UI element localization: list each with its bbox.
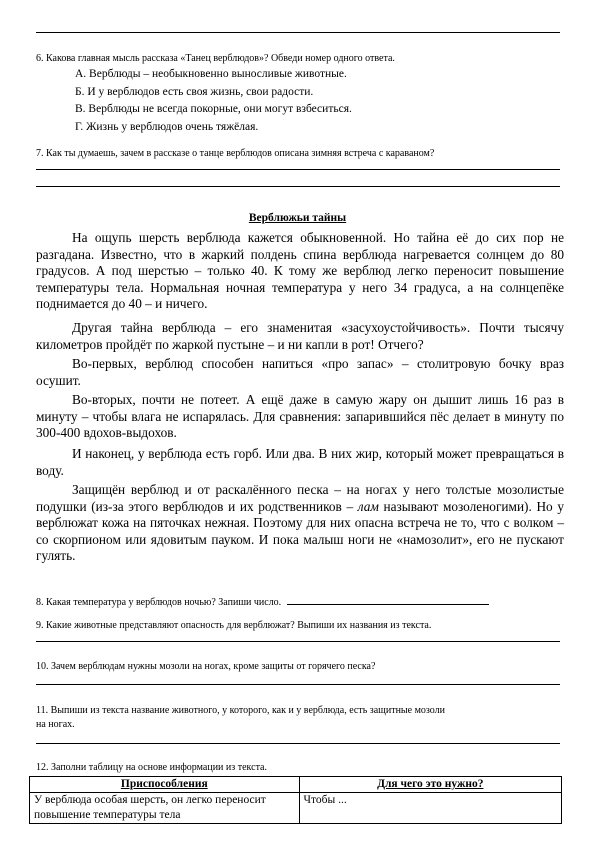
q6-option-c[interactable]: В. Верблюды не всегда покорные, они могут взбеситься. bbox=[75, 103, 352, 115]
adaptations-table bbox=[29, 776, 562, 824]
question-7: 7. Как ты думаешь, зачем в рассказе о танце верблюдов описана зимняя встреча с караваном? bbox=[36, 148, 435, 159]
q10-answer-line[interactable] bbox=[36, 684, 560, 685]
table-header-row bbox=[30, 777, 562, 793]
story-italic-word: лам bbox=[357, 498, 379, 514]
question-12: 12. Заполни таблицу на основе информации из текста. bbox=[36, 762, 267, 773]
question-8 bbox=[36, 594, 489, 609]
question-10: 10. Зачем верблюдам нужны мозоли на ногах, кроме защиты от горячего песка? bbox=[36, 661, 376, 672]
q8-answer-line[interactable] bbox=[287, 594, 489, 605]
table-cell-purpose[interactable]: Чтобы ... bbox=[299, 793, 561, 824]
q6-option-d[interactable]: Г. Жизнь у верблюдов очень тяжёлая. bbox=[75, 121, 259, 133]
q9-answer-line[interactable] bbox=[36, 641, 560, 642]
story-paragraph-6 bbox=[36, 482, 564, 565]
story-paragraph-3: Во-первых, верблюд способен напиться «про запас» – столитровую бочку враз осушит. bbox=[36, 356, 564, 388]
top-answer-line bbox=[36, 32, 560, 33]
question-11-line-2: на ногах. bbox=[36, 719, 75, 730]
story-paragraph-4: Во-вторых, почти не потеет. А ещё даже в самую жару он дышит лишь 16 раз в минуту – чтобы влага не испарялась. Для сравнения: запарившийся пёс делает в минуту по 300-400 вдохов-выдохов. bbox=[36, 392, 564, 441]
story-title: Верблюжьи тайны bbox=[248, 212, 347, 224]
table-header-purpose: Для чего это нужно? bbox=[299, 777, 561, 793]
table-header-adaptations: Приспособления bbox=[30, 777, 300, 793]
q7-answer-line-1[interactable] bbox=[36, 169, 560, 170]
story-paragraph-6-end: называют мозоленогими). Но у верблюжат кожа на пяточках нежная. Поэтому для них опасна встреча не то, что с волком – со скорпионом или ядовитым пауком. И пока малыш ноги не «намозолит», его не пускают гулять. bbox=[36, 498, 564, 564]
question-6: 6. Какова главная мысль рассказа «Танец верблюдов»? Обведи номер одного ответа. bbox=[36, 53, 395, 64]
q11-answer-line[interactable] bbox=[36, 743, 560, 744]
question-8-text: 8. Какая температура у верблюдов ночью? Запиши число. bbox=[36, 597, 282, 608]
story-paragraph-5: И наконец, у верблюда есть горб. Или два. В них жир, который может превращаться в воду. bbox=[36, 446, 564, 478]
question-9: 9. Какие животные представляют опасность для верблюжат? Выпиши их названия из текста. bbox=[36, 620, 432, 631]
question-11-line-1: 11. Выпиши из текста название животного, у которого, как и у верблюда, есть защитные мозоли bbox=[36, 705, 446, 716]
q7-answer-line-2[interactable] bbox=[36, 186, 560, 187]
table-cell-adaptation: У верблюда особая шерсть, он легко переносит повышение температуры тела bbox=[30, 793, 300, 824]
q6-option-a[interactable]: А. Верблюды – необыкновенно выносливые животные. bbox=[75, 68, 347, 80]
table-row bbox=[30, 793, 562, 824]
story-paragraph-2: Другая тайна верблюда – его знаменитая «засухоустойчивость». Почти тысячу километров пройдёт по жаркой пустыне – и ни капли в рот! Отчего? bbox=[36, 320, 564, 352]
story-paragraph-1: На ощупь шерсть верблюда кажется обыкновенной. Но тайна её до сих пор не разгадана. Известно, что в жаркий полдень спина верблюда нагревается солнцем до 80 градусов. А под шерстью – только 40. К тому же верблюд легко переносит повышение температуры тела. Нормальная ночная температура у него 34 градуса, а на солнцепёке поднимается до 40 – и ничего. bbox=[36, 230, 564, 312]
q6-option-b[interactable]: Б. И у верблюдов есть своя жизнь, свои радости. bbox=[75, 86, 314, 98]
story-paragraph-6-start: Защищён верблюд и от раскалённого песка – на ногах у него толстые мозолистые подушки (из-за этого верблюдов и их родственников – bbox=[36, 482, 564, 514]
